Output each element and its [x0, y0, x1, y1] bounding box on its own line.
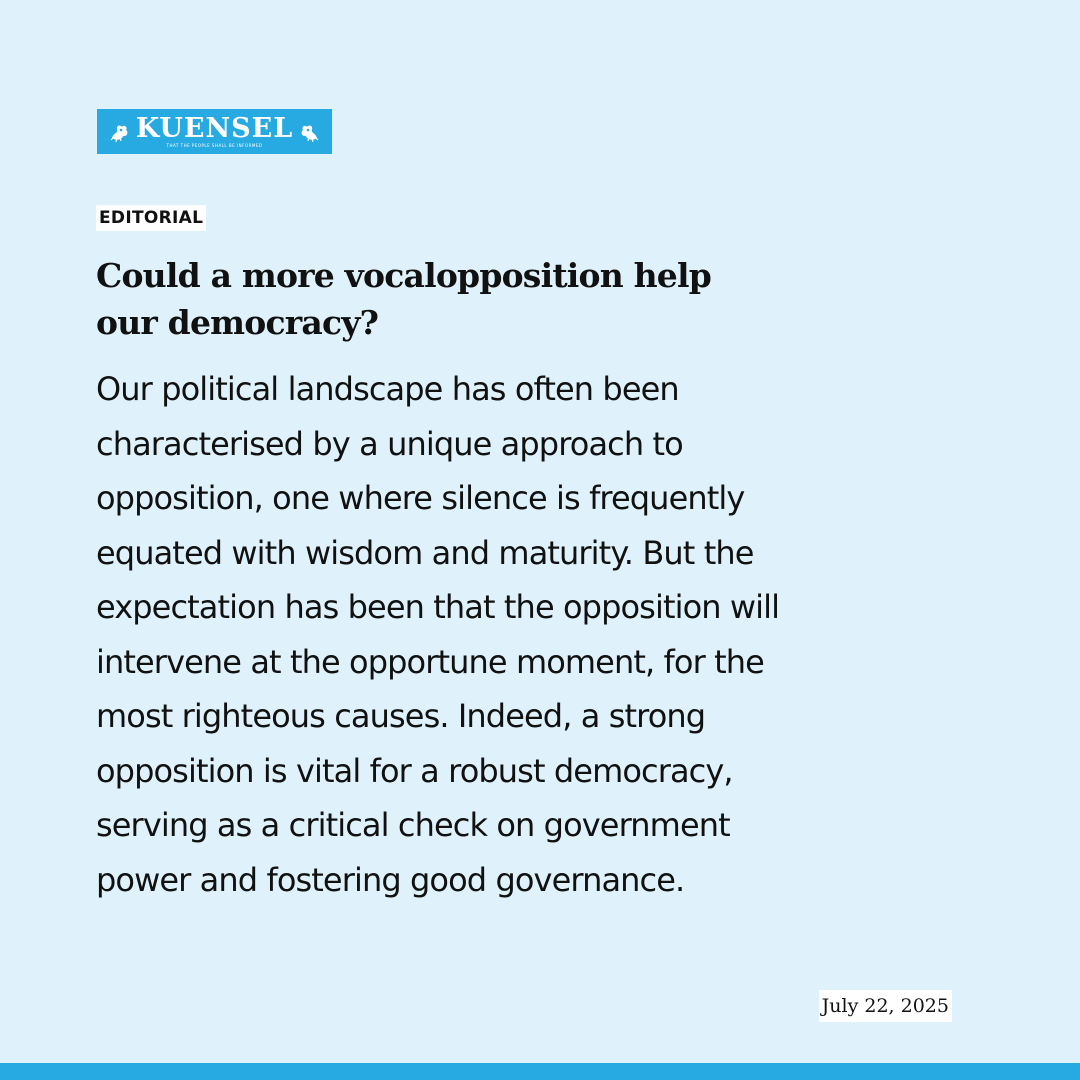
- body-line: most righteous causes. Indeed, a strong: [96, 697, 706, 735]
- section-label: EDITORIAL: [96, 205, 206, 231]
- body-line: opposition is vital for a robust democracy,: [96, 751, 733, 790]
- logo-title: KUENSEL: [135, 113, 294, 144]
- body-line: equated with wisdom and maturity. But the: [96, 533, 754, 572]
- body-line: opposition, one where silence is frequently: [96, 479, 745, 517]
- body-line: intervene at the opportune moment, for the: [96, 642, 764, 681]
- headline-line: Could a more vocalopposition help: [96, 256, 711, 295]
- body-line: power and fostering good governance.: [96, 860, 685, 899]
- body-line: serving as a critical check on government: [96, 806, 730, 844]
- headline-line: our democracy?: [96, 303, 379, 342]
- article-body: [96, 362, 996, 907]
- headline: [96, 252, 976, 346]
- kuensel-logo: [97, 109, 332, 154]
- bottom-accent-bar: [0, 1063, 1080, 1080]
- body-line: Our political landscape has often been: [96, 370, 679, 408]
- logo-wordmark: [136, 115, 293, 148]
- dragon-ornament-icon: [297, 120, 321, 144]
- logo-tagline: THAT THE PEOPLE SHALL BE INFORMED: [166, 143, 263, 148]
- dragon-ornament-icon: [108, 120, 132, 144]
- publication-date: July 22, 2025: [819, 990, 952, 1022]
- body-line: characterised by a unique approach to: [96, 424, 683, 463]
- body-line: expectation has been that the opposition will: [96, 588, 780, 626]
